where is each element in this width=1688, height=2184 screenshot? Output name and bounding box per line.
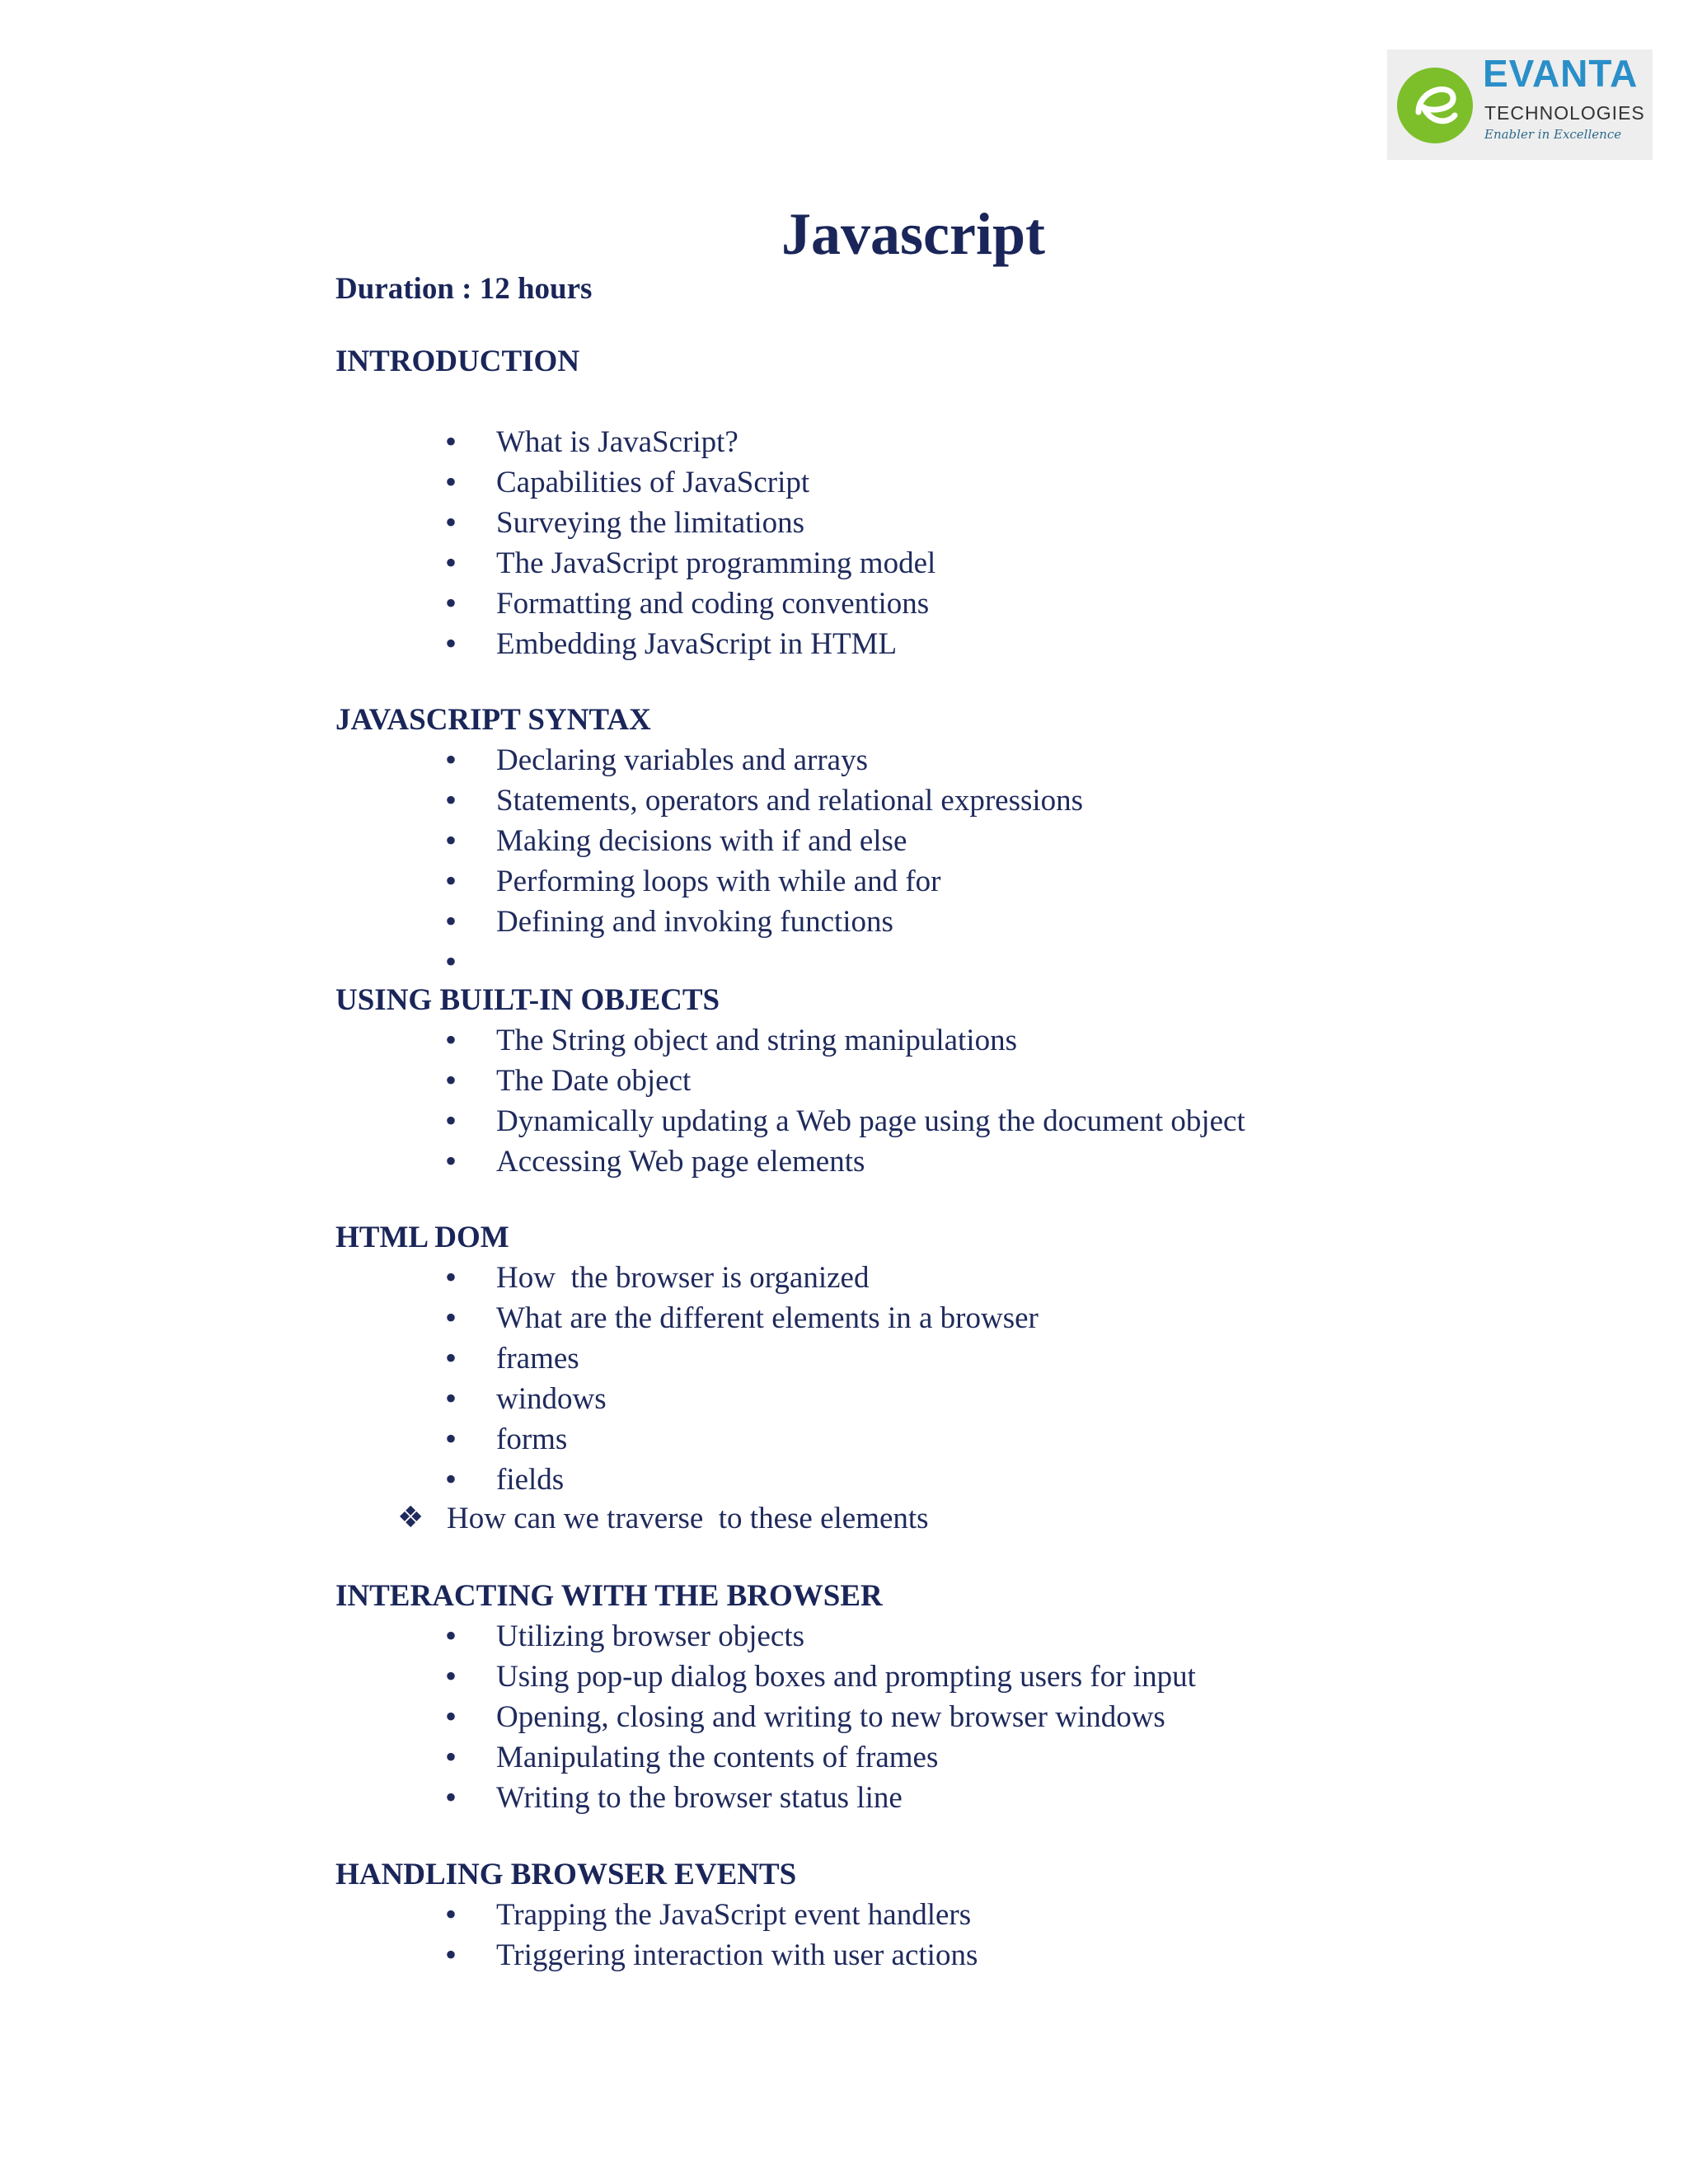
logo-brand-text: EVANTA bbox=[1483, 52, 1639, 95]
bullet-icon: • bbox=[445, 1657, 457, 1694]
list-item: The Date object bbox=[496, 1064, 692, 1098]
list-item: Performing loops with while and for bbox=[496, 865, 941, 898]
bullet-icon: • bbox=[445, 1420, 457, 1457]
list-item: Formatting and coding conventions bbox=[496, 587, 930, 621]
bullet-icon: • bbox=[445, 822, 457, 859]
logo-tagline: Enabler in Excellence bbox=[1484, 127, 1622, 142]
section-heading-html-dom: HTML DOM bbox=[335, 1221, 509, 1254]
list-item: Trapping the JavaScript event handlers bbox=[496, 1898, 972, 1932]
list-item: Manipulating the contents of frames bbox=[496, 1741, 939, 1774]
bullet-icon: • bbox=[445, 1698, 457, 1735]
bullet-icon: • bbox=[445, 1617, 457, 1654]
bullet-icon: • bbox=[445, 1062, 457, 1099]
list-item: frames bbox=[496, 1342, 579, 1376]
list-item: forms bbox=[496, 1422, 568, 1456]
course-duration: Duration : 12 hours bbox=[335, 272, 593, 306]
bullet-icon: • bbox=[445, 584, 457, 621]
section-heading-interacting-browser: INTERACTING WITH THE BROWSER bbox=[335, 1579, 883, 1613]
bullet-icon: • bbox=[445, 781, 457, 818]
list-item: fields bbox=[496, 1463, 565, 1497]
bullet-icon: • bbox=[445, 504, 457, 541]
bullet-icon: • bbox=[445, 1936, 457, 1973]
bullet-icon: • bbox=[445, 1896, 457, 1933]
bullet-icon: • bbox=[445, 1380, 457, 1417]
bullet-icon: • bbox=[445, 1299, 457, 1336]
list-item: Using pop-up dialog boxes and prompting users for input bbox=[496, 1660, 1196, 1694]
list-item: The JavaScript programming model bbox=[496, 546, 936, 580]
list-item: Dynamically updating a Web page using the document object bbox=[496, 1104, 1245, 1138]
bullet-icon: • bbox=[445, 862, 457, 899]
section-heading-browser-events: HANDLING BROWSER EVENTS bbox=[335, 1858, 797, 1891]
bullet-icon: • bbox=[445, 463, 457, 500]
evanta-logo bbox=[1387, 49, 1653, 160]
list-item: Making decisions with if and else bbox=[496, 824, 907, 858]
list-item: Capabilities of JavaScript bbox=[496, 466, 810, 499]
list-item: Utilizing browser objects bbox=[496, 1619, 805, 1653]
bullet-icon: • bbox=[445, 1339, 457, 1376]
section-heading-syntax: JAVASCRIPT SYNTAX bbox=[335, 703, 651, 737]
bullet-icon: • bbox=[445, 943, 457, 980]
list-item: What are the different elements in a browser bbox=[496, 1301, 1039, 1335]
list-item: What is JavaScript? bbox=[496, 425, 738, 459]
bullet-icon: • bbox=[445, 1460, 457, 1497]
list-item: How the browser is organized bbox=[496, 1261, 870, 1295]
bullet-icon: • bbox=[445, 1258, 457, 1296]
list-item: Opening, closing and writing to new browser windows bbox=[496, 1700, 1165, 1734]
logo-sub-text: TECHNOLOGIES bbox=[1484, 102, 1645, 124]
bullet-icon: • bbox=[445, 902, 457, 940]
list-item: The String object and string manipulations bbox=[496, 1024, 1017, 1057]
bullet-icon: • bbox=[445, 1779, 457, 1816]
bullet-icon: • bbox=[445, 544, 457, 581]
list-item: windows bbox=[496, 1382, 607, 1416]
bullet-icon: • bbox=[445, 1142, 457, 1179]
section-heading-introduction: INTRODUCTION bbox=[335, 344, 580, 378]
bullet-icon: • bbox=[445, 625, 457, 662]
bullet-icon: • bbox=[445, 1021, 457, 1058]
bullet-icon: • bbox=[445, 1102, 457, 1139]
bullet-icon: • bbox=[445, 741, 457, 778]
list-item: Defining and invoking functions bbox=[496, 905, 893, 939]
page-title: Javascript bbox=[781, 201, 1045, 267]
list-item: Statements, operators and relational expressions bbox=[496, 784, 1084, 818]
list-item: Embedding JavaScript in HTML bbox=[496, 627, 898, 661]
list-item: Triggering interaction with user actions bbox=[496, 1938, 978, 1972]
section-heading-builtin-objects: USING BUILT-IN OBJECTS bbox=[335, 983, 720, 1017]
list-item: Surveying the limitations bbox=[496, 506, 805, 540]
list-item: Accessing Web page elements bbox=[496, 1145, 865, 1179]
list-item: Declaring variables and arrays bbox=[496, 743, 868, 777]
diamond-bullet-icon: ❖ bbox=[397, 1501, 424, 1535]
bullet-icon: • bbox=[445, 423, 457, 460]
evanta-e-logo-icon bbox=[1394, 64, 1476, 147]
bullet-icon: • bbox=[445, 1738, 457, 1775]
list-item: Writing to the browser status line bbox=[496, 1781, 903, 1815]
list-sub-item: How can we traverse to these elements bbox=[447, 1502, 929, 1535]
